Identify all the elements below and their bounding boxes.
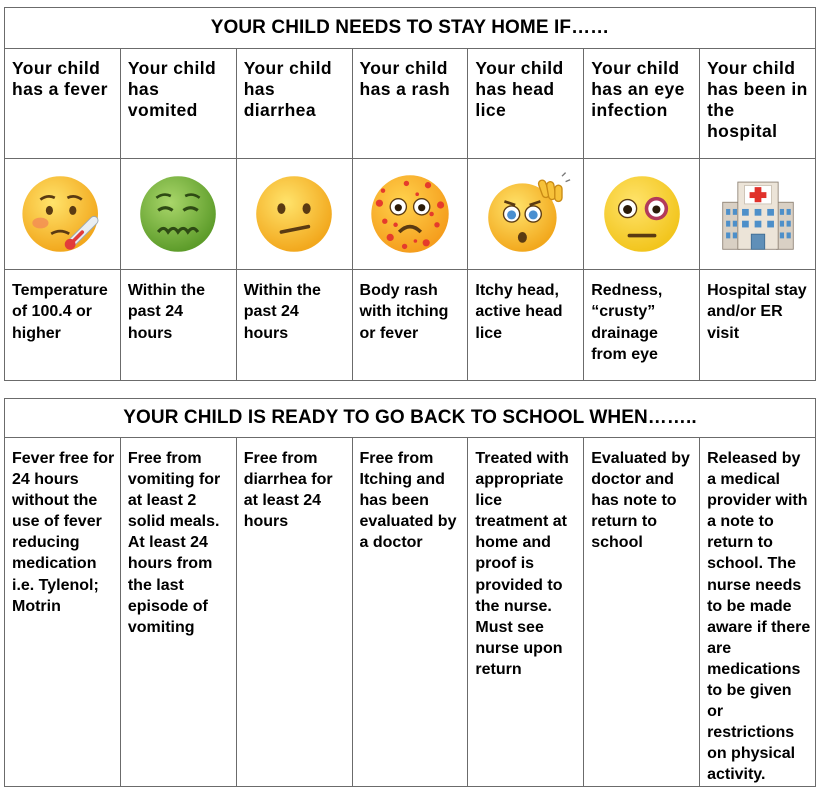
heading-hospital: Your child has been in the hospital (700, 49, 816, 159)
sore-eye-face-icon (597, 169, 687, 259)
return-criteria-row (5, 438, 816, 787)
nauseated-face-icon (133, 169, 223, 259)
return-eye-infection: Evaluated by doctor and has note to return to school (584, 438, 700, 787)
stay-home-table (4, 7, 816, 381)
stay-home-title: YOUR CHILD NEEDS TO STAY HOME IF…… (5, 8, 816, 49)
heading-eye-infection: Your child has an eye infection (584, 49, 700, 159)
return-diarrhea: Free from diarrhea for at least 24 hours (236, 438, 352, 787)
heading-fever: Your child has a fever (5, 49, 121, 159)
symptom-detail-row (5, 270, 816, 381)
heading-rash: Your child has a rash (352, 49, 468, 159)
rash-face-icon (365, 169, 455, 259)
itchy-head-face-icon (481, 169, 571, 259)
heading-head-lice: Your child has head lice (468, 49, 584, 159)
symptom-heading-row (5, 49, 816, 159)
vomited-emoji-cell (120, 159, 236, 270)
eye-infection-emoji-cell (584, 159, 700, 270)
uneasy-face-icon (249, 169, 339, 259)
detail-vomited: Within the past 24 hours (120, 270, 236, 381)
return-to-school-title: YOUR CHILD IS READY TO GO BACK TO SCHOOL WHEN…….. (5, 399, 816, 438)
detail-rash: Body rash with itching or fever (352, 270, 468, 381)
head-lice-emoji-cell (468, 159, 584, 270)
hospital-emoji-cell (700, 159, 816, 270)
heading-vomited: Your child has vomited (120, 49, 236, 159)
heading-diarrhea: Your child has diarrhea (236, 49, 352, 159)
diarrhea-emoji-cell (236, 159, 352, 270)
detail-eye-infection: Redness, “crusty” drainage from eye (584, 270, 700, 381)
return-to-school-table (4, 398, 816, 787)
detail-diarrhea: Within the past 24 hours (236, 270, 352, 381)
return-vomited: Free from vomiting for at least 2 solid meals. At least 24 hours from the last episode of vomiting (120, 438, 236, 787)
face-with-thermometer-icon (17, 169, 107, 259)
detail-fever: Temperature of 100.4 or higher (5, 270, 121, 381)
detail-hospital: Hospital stay and/or ER visit (700, 270, 816, 381)
hospital-icon (716, 172, 800, 256)
return-rash: Free from Itching and has been evaluated by a doctor (352, 438, 468, 787)
detail-head-lice: Itchy head, active head lice (468, 270, 584, 381)
return-head-lice: Treated with appropriate lice treatment at home and proof is provided to the nurse. Must see nurse upon return (468, 438, 584, 787)
return-hospital: Released by a medical provider with a note to return to school. The nurse needs to be made aware if there are medications to be given or restrictions on physical activity. (700, 438, 816, 787)
emoji-row (5, 159, 816, 270)
rash-emoji-cell (352, 159, 468, 270)
fever-emoji-cell (5, 159, 121, 270)
return-fever: Fever free for 24 hours without the use of fever reducing medication i.e. Tylenol; Motrin (5, 438, 121, 787)
